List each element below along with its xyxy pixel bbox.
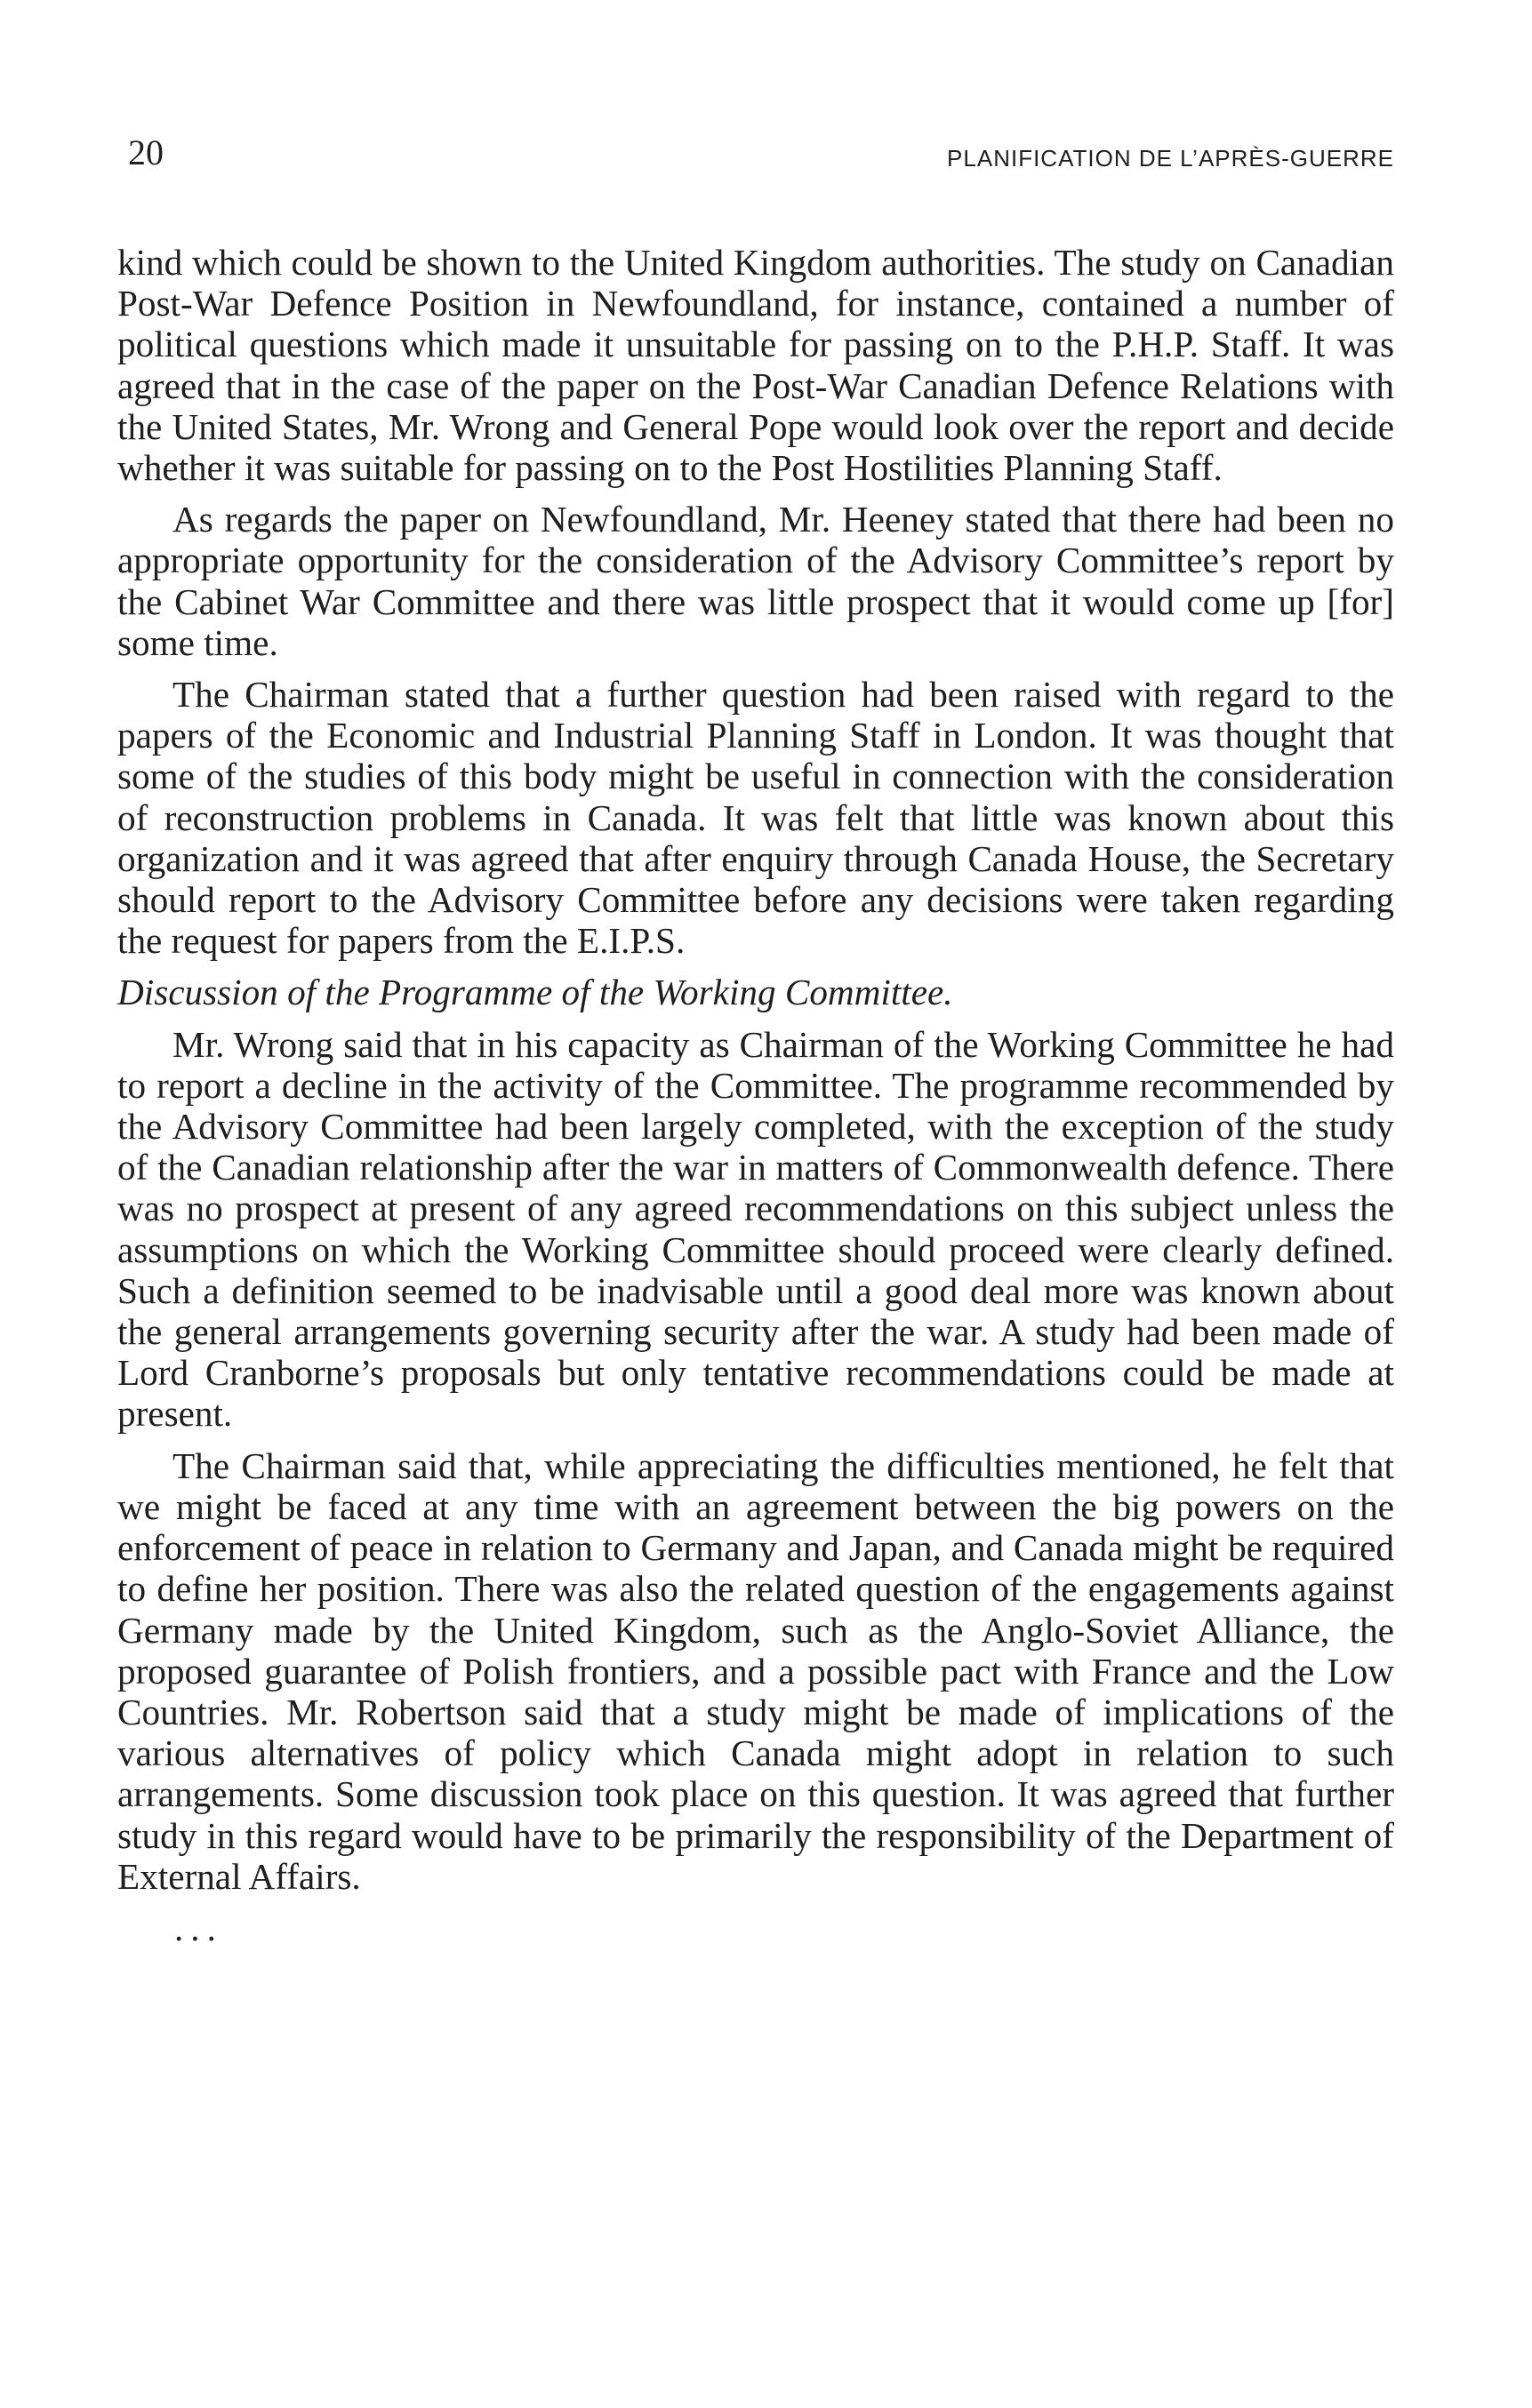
ellipsis: ... [174, 1907, 223, 1948]
body-text [117, 242, 1394, 1948]
paragraph-chairman-remarks: The Chairman said that, while appreciating the difficulties mentioned, he felt that we might be faced at any time with an agreement between the big powers on the enforcement of peace in relation to Germany and Japan, and Canada might be required to define her position. There was also the related question of the engagements against Germany made by the United Kingdom, such as the Anglo-Soviet Alliance, the proposed guarantee of Polish frontiers, and a possible pact with France and the Low Countries. Mr. Robertson said that a study might be made of implications of the various alternatives of policy which Canada might adopt in relation to such arrangements. Some discussion took place on this question. It was agreed that further study in this regard would have to be primarily the responsibility of the Department of External Affairs. [117, 1444, 1394, 1897]
paragraph-newfoundland: As regards the paper on Newfoundland, Mr. Heeney stated that there had been no appropriate opportunity for the consideration of the Advisory Committee’s report by the Cabinet War Committee and there was little prospect that it would come up [for] some time. [117, 499, 1394, 663]
document-page [117, 133, 1394, 1948]
running-header [117, 133, 1394, 187]
paragraph-working-committee: Mr. Wrong said that in his capacity as Chairman of the Working Committee he had to report a decline in the activity of the Committee. The programme recommended by the Advisory Committee had been largely completed, with the exception of the study of the Canadian relationship after the war in matters of Commonwealth defence. There was no prospect at present of any agreed recommendations on this subject unless the assumptions on which the Working Committee should proceed were clearly defined. Such a definition seemed to be inadvisable until a good deal more was known about the general arrangements governing security after the war. A study had been made of Lord Cranborne’s proposals but only tentative recommendations could be made at present. [117, 1023, 1394, 1435]
paragraph-continuation: kind which could be shown to the United Kingdom authorities. The study on Canadian Post-War Defence Position in Newfoundland, for instance, contained a number of political questions which made it unsuitable for passing on to the P.H.P. Staff. It was agreed that in the case of the paper on the Post-War Canadian Defence Relations with the United States, Mr. Wrong and General Pope would look over the report and decide whether it was suitable for passing on to the Post Hostilities Planning Staff. [117, 242, 1394, 489]
running-title: PLANIFICATION DE L’APRÈS-GUERRE [947, 145, 1394, 172]
page-number: 20 [128, 132, 164, 172]
paragraph-eips: The Chairman stated that a further question had been raised with regard to the papers of the Economic and Industrial Planning Staff in London. It was thought that some of the studies of this body might be useful in connection with the consideration of reconstruction problems in Canada. It was felt that little was known about this organization and it was agreed that after enquiry through Canada House, the Secretary should report to the Advisory Committee before any decisions were taken regarding the request for papers from the E.I.P.S. [117, 674, 1394, 962]
section-heading: Discussion of the Programme of the Working Committee. [117, 972, 953, 1013]
